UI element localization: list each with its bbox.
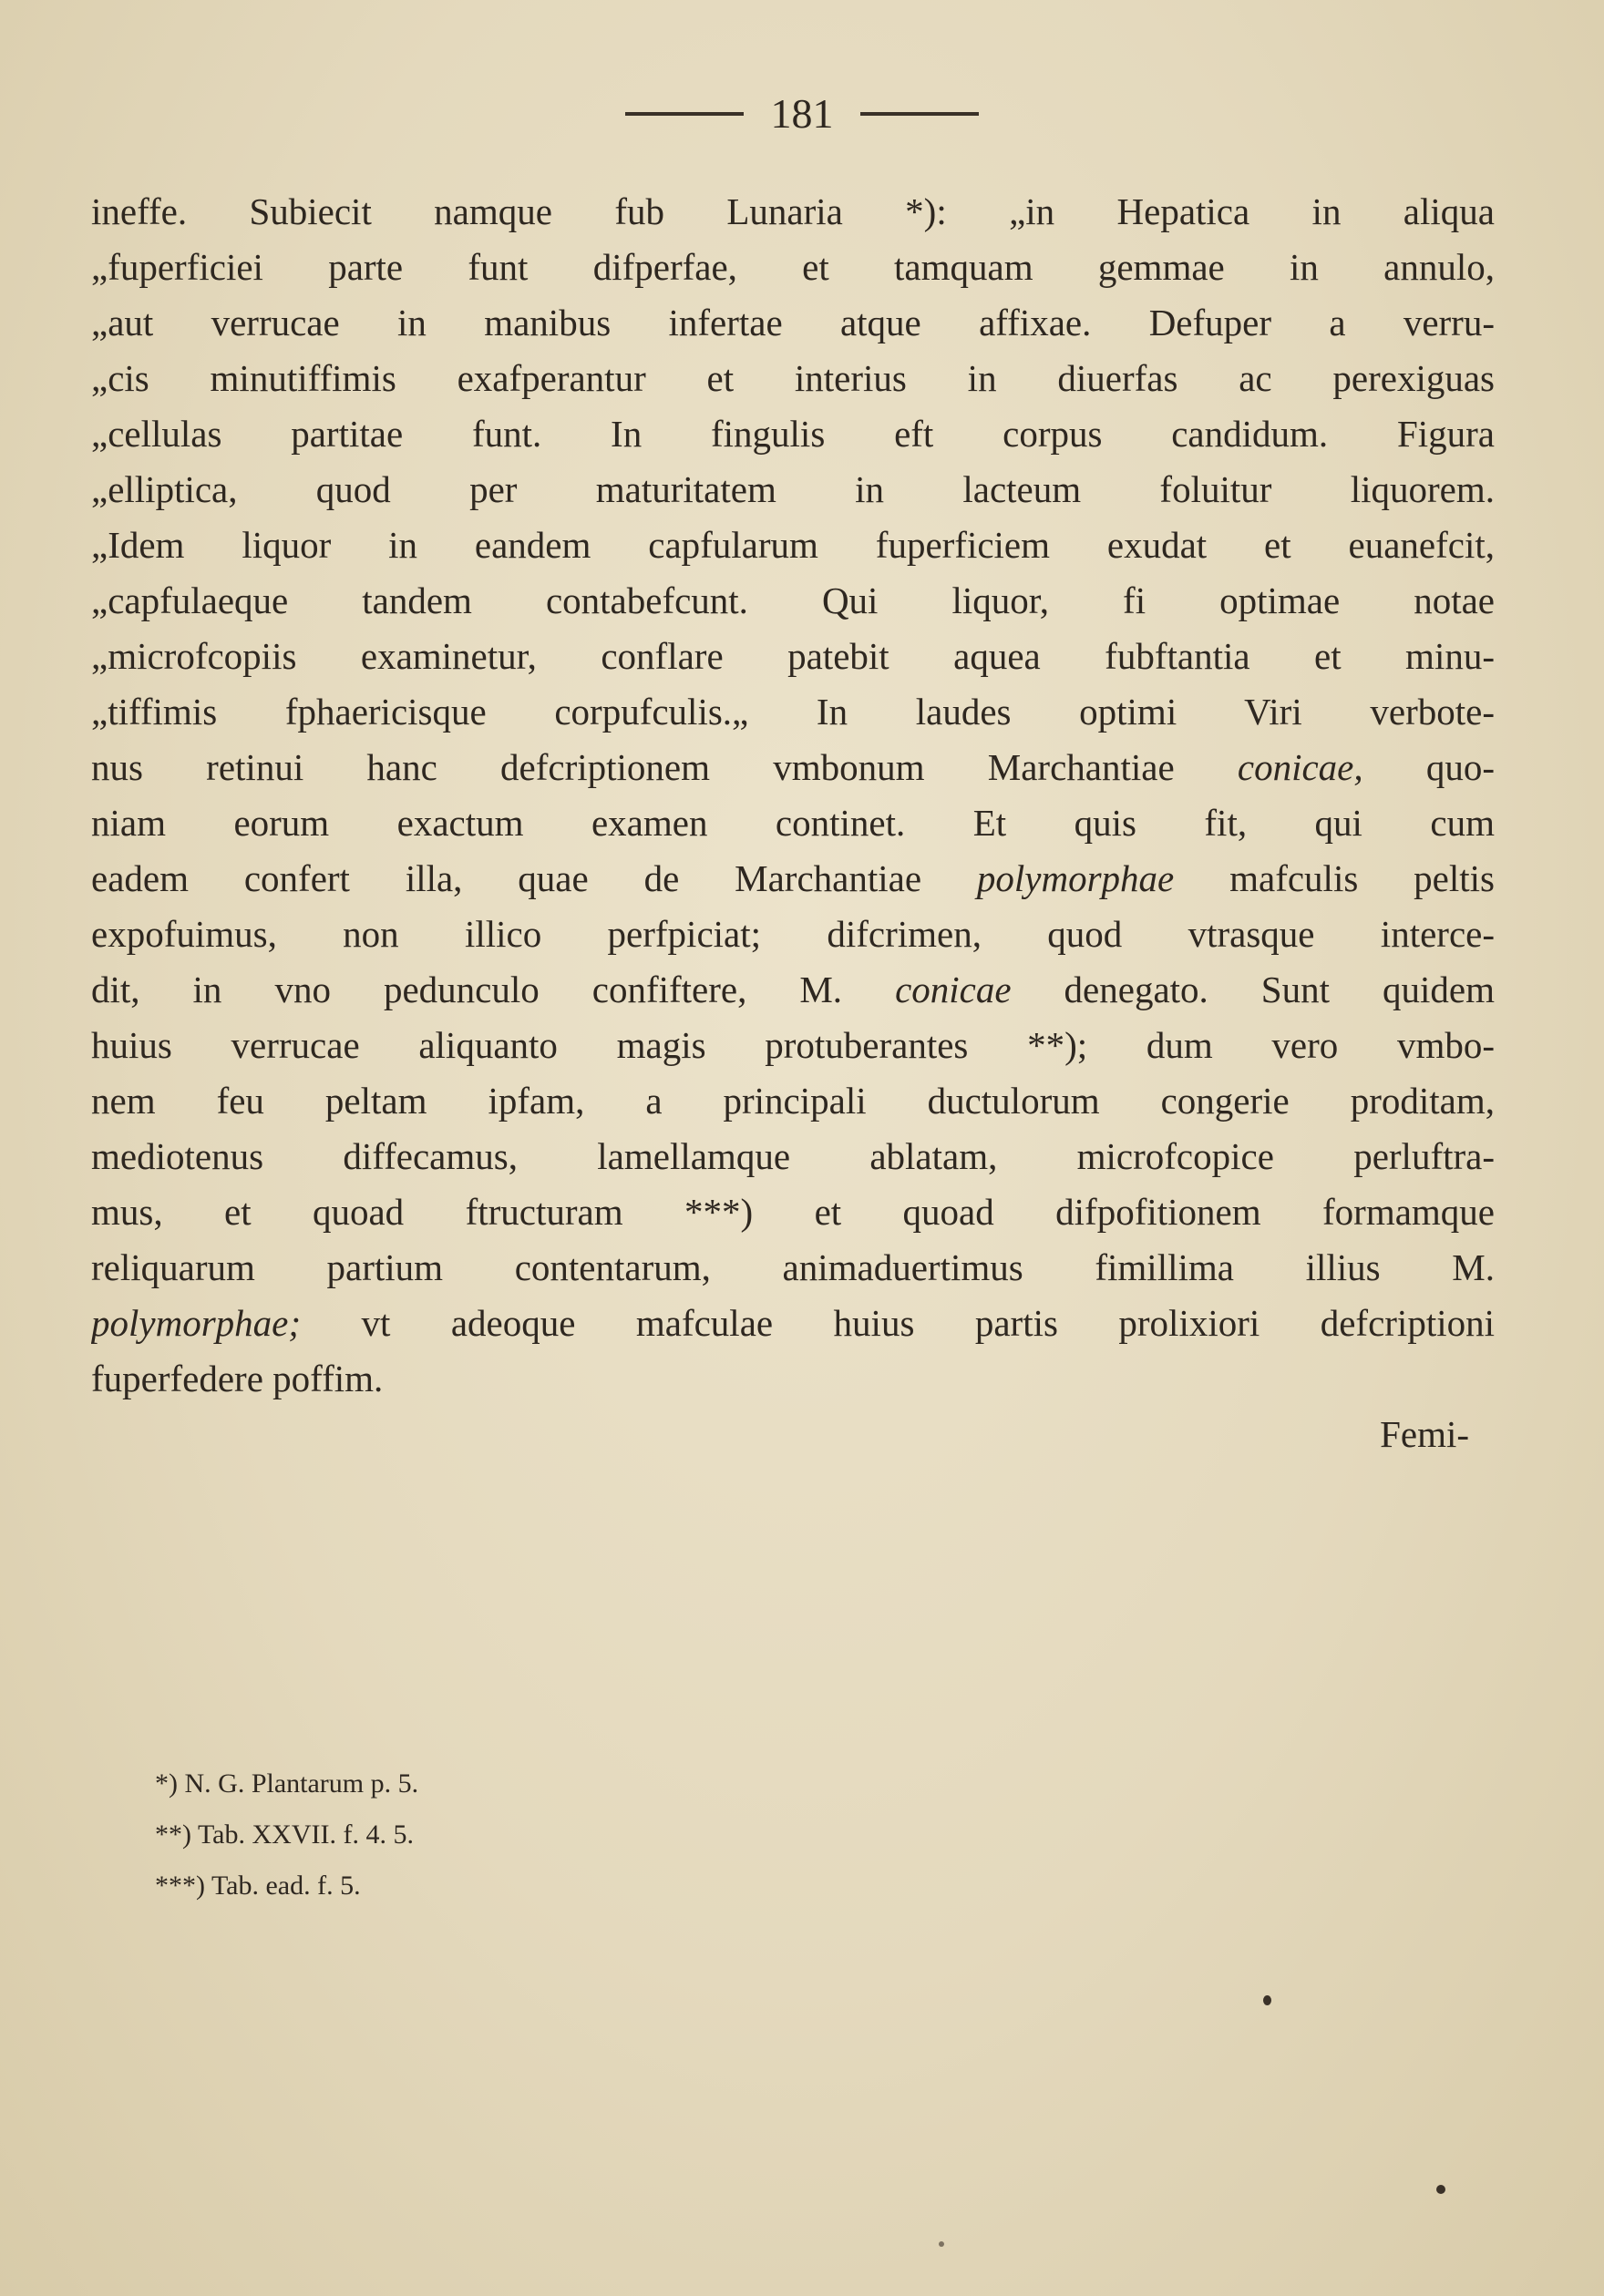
text-line	[91, 740, 1495, 795]
text-run: eadem confert illa, quae de Marchantiae	[91, 857, 977, 899]
text-line: nem feu peltam ipfam, a principali ductulorum congerie proditam,	[91, 1080, 1495, 1122]
text-line: ineffe. Subiecit namque fub Lunaria *): „in Hepatica in aliqua	[91, 190, 1495, 232]
text-line: „capfulaeque tandem contabefcunt. Qui liquor, fi optimae notae	[91, 579, 1495, 621]
text-line: mus, et quoad ftructuram ***) et quoad difpofitionem formamque	[91, 1191, 1495, 1233]
text-line: „cellulas partitae funt. In fingulis eft corpus candidum. Figura	[91, 413, 1495, 455]
text-line: fuperfedere poffim.	[91, 1358, 384, 1399]
italic-term: polymorphae;	[91, 1302, 302, 1344]
footnote: **) Tab. XXVII. f. 4. 5.	[155, 1819, 414, 1850]
body-text	[91, 184, 1495, 1462]
italic-term: conicae	[895, 969, 1012, 1010]
footnote: ***) Tab. ead. f. 5.	[155, 1871, 361, 1901]
page-number: 181	[770, 90, 834, 137]
text-line: „Idem liquor in eandem capfularum fuperficiem exudat et euanefcit,	[91, 524, 1495, 566]
header-rule-right	[860, 112, 979, 116]
text-run: denegato. Sunt quidem	[1011, 969, 1495, 1010]
paper-speck	[1263, 1995, 1271, 2005]
header-rule-left	[625, 112, 744, 116]
page-header	[0, 89, 1604, 144]
italic-term: polymorphae	[976, 857, 1175, 899]
text-run: dit, in vno pedunculo confiftere, M.	[91, 969, 896, 1010]
text-line: niam eorum exactum examen continet. Et quis fit, qui cum	[91, 802, 1495, 844]
text-line: „elliptica, quod per maturitatem in lacteum foluitur liquorem.	[91, 468, 1495, 510]
text-run: nus retinui hanc defcriptionem vmbonum Marchantiae	[91, 746, 1238, 788]
italic-term: conicae,	[1237, 746, 1363, 788]
text-line: reliquarum partium contentarum, animaduertimus fimillima illius M.	[91, 1246, 1495, 1288]
text-line: „aut verrucae in manibus infertae atque affixae. Defuper a verru-	[91, 302, 1495, 343]
text-line: „fuperficiei parte funt difperfae, et tamquam gemmae in annulo,	[91, 246, 1495, 288]
text-line	[91, 962, 1495, 1018]
text-line: „microfcopiis examinetur, conflare patebit aquea fubftantia et minu-	[91, 635, 1495, 677]
text-line: „tiffimis fphaericisque corpufculis.„ In laudes optimi Viri verbote-	[91, 691, 1495, 733]
paper-speck	[939, 2241, 944, 2247]
text-line	[91, 851, 1495, 907]
catchword: Femi-	[1380, 1413, 1469, 1455]
text-line	[91, 1296, 1495, 1351]
text-run: vt adeoque mafculae huius partis prolixiori defcriptioni	[301, 1302, 1495, 1344]
footnotes	[155, 1758, 884, 1912]
footnote: *) N. G. Plantarum p. 5.	[155, 1768, 419, 1799]
text-run: quo-	[1362, 746, 1495, 788]
text-line: „cis minutiffimis exafperantur et interius in diuerfas ac perexiguas	[91, 357, 1495, 399]
text-run: mafculis peltis	[1174, 857, 1495, 899]
text-line: expofuimus, non illico perfpiciat; difcrimen, quod vtrasque interce-	[91, 913, 1495, 955]
text-line: huius verrucae aliquanto magis protuberantes **); dum vero vmbo-	[91, 1024, 1495, 1066]
text-line: mediotenus diffecamus, lamellamque ablatam, microfcopice perluftra-	[91, 1135, 1495, 1177]
paper-speck	[1436, 2185, 1445, 2194]
